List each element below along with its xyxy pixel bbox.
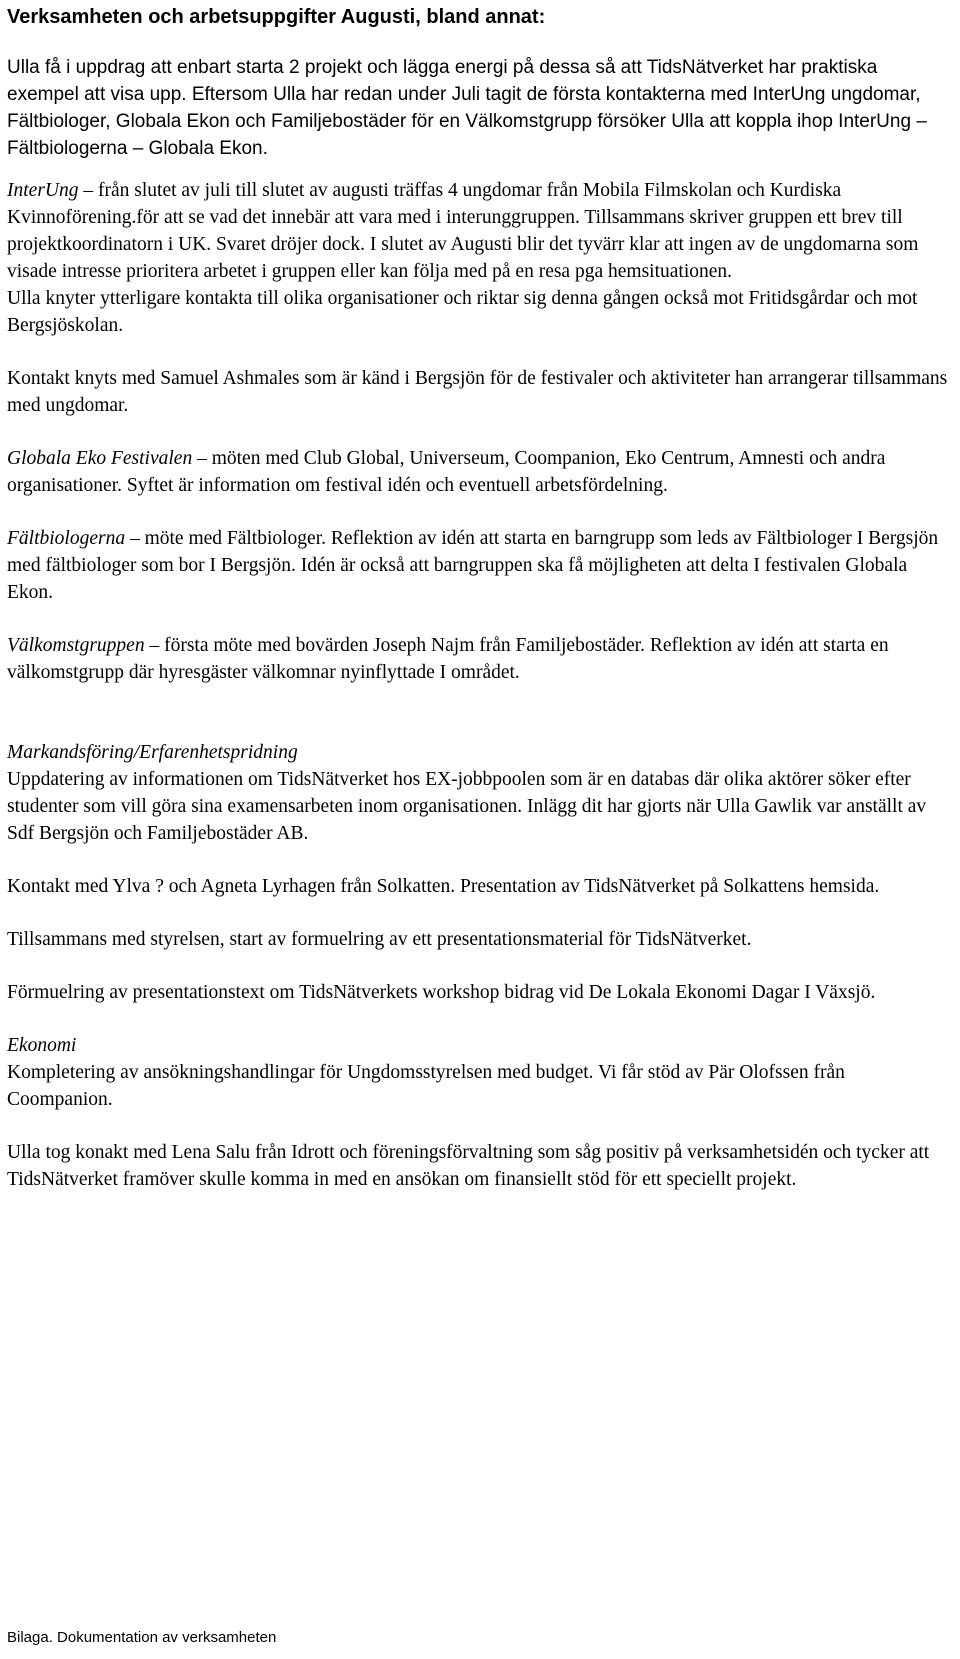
samuel-paragraph: Kontakt knyts med Samuel Ashmales som är känd i Bergsjön för de festivaler och aktiviteter han arrangerar tillsammans med ungdomar.	[7, 368, 948, 416]
marknad-title: Markandsföring/Erfarenhetspridning	[7, 742, 298, 763]
interung-title: InterUng	[7, 180, 79, 201]
page-footer: Bilaga. Dokumentation av verksamheten	[7, 1629, 277, 1646]
marknad-paragraph: Uppdatering av informationen om TidsNätverket hos EX-jobbpoolen som är en databas där olika aktörer söker efter studenter som vill göra sina examensarbeten inom organisationen. Inlägg dit har gjorts när Ulla Gawlik var anställt av Sdf Bergsjön och Familjebostäder AB.	[7, 769, 927, 844]
page-heading: Verksamheten och arbetsuppgifter Augusti, bland annat:	[7, 6, 546, 28]
faltbio-paragraph	[7, 525, 952, 606]
festival-title: Globala Eko Festivalen	[7, 448, 193, 469]
ylva-paragraph: Kontakt med Ylva ? och Agneta Lyrhagen från Solkatten. Presentation av TidsNätverket på Solkattens hemsida.	[7, 876, 880, 897]
lena-paragraph: Ulla tog konakt med Lena Salu från Idrott och föreningsförvaltning som såg positiv på verksamhetsidén och tycker att TidsNätverket framöver skulle komma in med en ansökan om finansiellt stöd för ett speciellt projekt.	[7, 1142, 930, 1190]
styrelsen-paragraph: Tillsammans med styrelsen, start av formuelring av ett presentationsmaterial för TidsNätverket.	[7, 929, 752, 950]
valkomst-paragraph	[7, 632, 952, 686]
contacts-paragraph: Ulla knyter ytterligare kontakta till olika organisationer och riktar sig denna gången också mot Fritidsgårdar och mot Bergsjöskolan.	[7, 288, 918, 336]
interung-text: – från slutet av juli till slutet av augusti träffas 4 ungdomar från Mobila Filmskolan och Kurdiska Kvinnoförening.för att se vad det innebär att vara med i interunggruppen. Tillsammans skriver gruppen ett brev till projektkoordinatorn i UK. Svaret dröjer dock. I slutet av Augusti blir det tyvärr klar att ingen av de ungdomarna som visade intresse prioritera arbetet i gruppen eller kan följa med på en resa pga hemsituationen.	[7, 180, 919, 282]
ekonomi-title: Ekonomi	[7, 1035, 77, 1056]
faltbio-title: Fältbiologerna	[7, 528, 126, 549]
valkomst-title: Välkomstgruppen	[7, 635, 145, 656]
festival-text: – möten med Club Global, Universeum, Coompanion, Eko Centrum, Amnesti och andra organisationer. Syftet är information om festival idén och eventuell arbetsfördelning.	[7, 448, 886, 496]
festival-paragraph	[7, 445, 952, 499]
document-page	[7, 0, 952, 1193]
interung-paragraph	[7, 177, 952, 285]
valkomst-text: – första möte med bovärden Joseph Najm från Familjebostäder. Reflektion av idén att starta en välkomstgrupp där hyresgäster välkomnar nyinflyttade I området.	[7, 635, 889, 683]
formuelring-paragraph: Förmuelring av presentationstext om TidsNätverkets workshop bidrag vid De Lokala Ekonomi Dagar I Växsjö.	[7, 982, 876, 1003]
ekonomi-paragraph: Kompletering av ansökningshandlingar för Ungdomsstyrelsen med budget. Vi får stöd av Pär Olofssen från Coompanion.	[7, 1062, 845, 1110]
intro-paragraph: Ulla få i uppdrag att enbart starta 2 projekt och lägga energi på dessa så att TidsNätverket har praktiska exempel att visa upp. Eftersom Ulla har redan under Juli tagit de första kontakterna med InterUng ungdomar, Fältbiologer, Globala Ekon och Familjebostäder för en Välkomstgrupp försöker Ulla att koppla ihop InterUng – Fältbiologerna – Globala Ekon.	[7, 57, 927, 159]
faltbio-text: – möte med Fältbiologer. Reflektion av idén att starta en barngrupp som leds av Fältbiologer I Bergsjön med fältbiologer som bor I Bergsjön. Idén är också att barngruppen ska få möjligheten att delta I festivalen Globala Ekon.	[7, 528, 939, 603]
